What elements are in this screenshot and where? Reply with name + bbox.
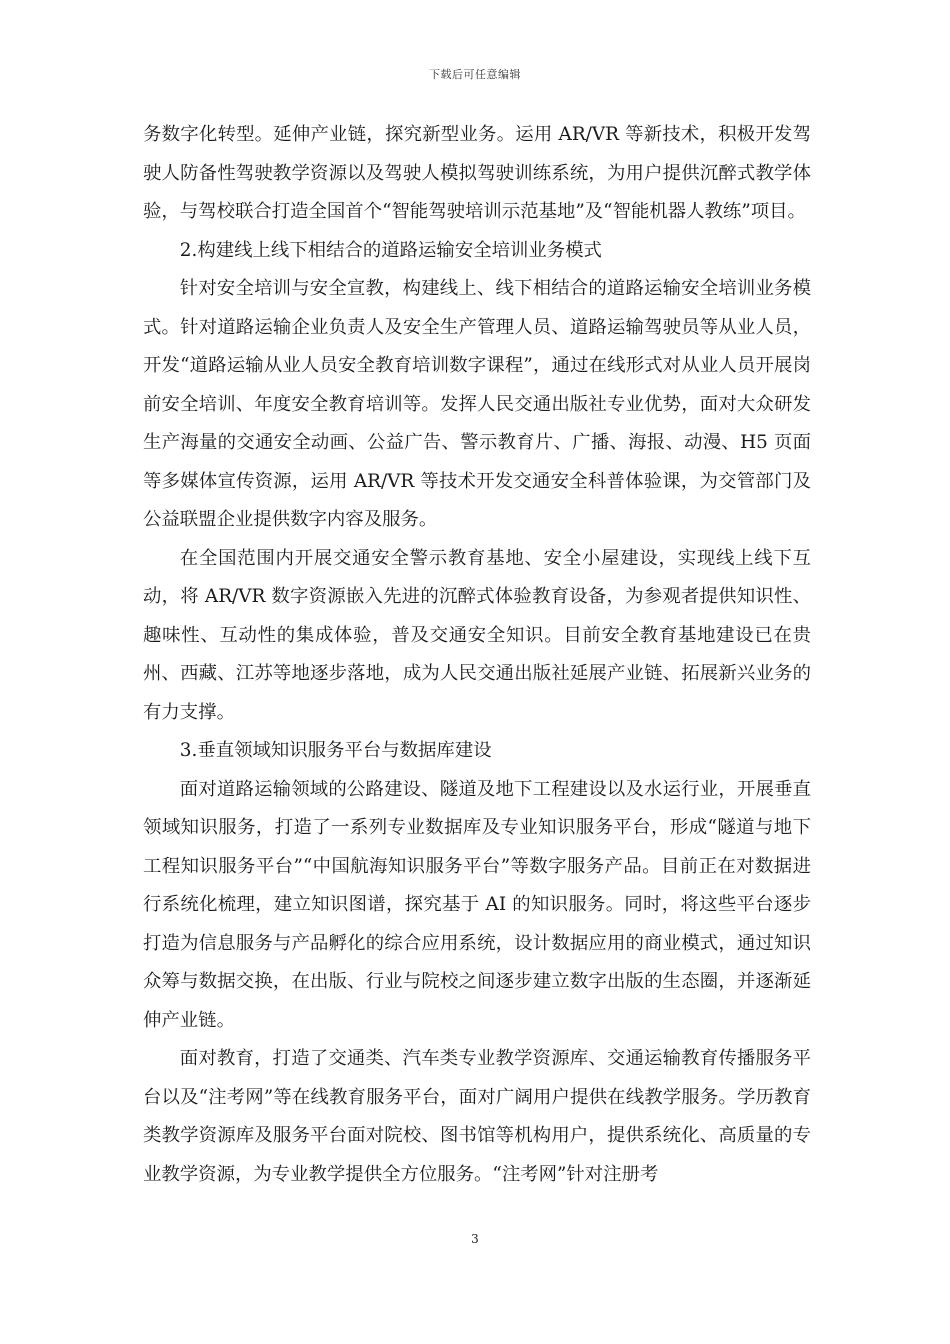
paragraph-4: 在全国范围内开展交通安全警示教育基地、安全小屋建设，实现线上线下互动，将 AR/VR 数字资源嵌入先进的沉醉式体验教育设备，为参观者提供知识性、趣味性、互动性的集成体验，普及交通安全知识。目前安全教育基地建设已在贵州、西藏、江苏等地逐步落地，成为人民交通出版社延展产业链、拓展新兴业务的有力支撑。	[143, 547, 811, 723]
page-number: 3	[471, 1232, 479, 1246]
paragraph-1: 务数字化转型。延伸产业链，探究新型业务。运用 AR/VR 等新技术，积极开发驾驶人防备性驾驶教学资源以及驾驶人模拟驾驶训练系统，为用户提供沉醉式教学体验，与驾校联合打造全国首个“智能驾驶培训示范基地”及“智能机器人教练”项目。	[143, 124, 811, 222]
section-heading-3: 3.垂直领域知识服务平台与数据库建设	[179, 740, 492, 761]
paragraph-7: 面对教育，打造了交通类、汽车类专业教学资源库、交通运输教育传播服务平台以及“注考网”等在线教育服务平台，面对广阔用户提供在线教学服务。学历教育类教学资源库及服务平台面对院校、图书馆等机构用户，提供系统化、高质量的专业教学资源，为专业教学提供全方位服务。“注考网”针对注册考	[143, 1048, 811, 1185]
section-heading-2: 2.构建线上线下相结合的道路运输安全培训业务模式	[179, 239, 602, 261]
paragraph-3: 针对安全培训与安全宣教，构建线上、线下相结合的道路运输安全培训业务模式。针对道路运输企业负责人及安全生产管理人员、道路运输驾驶员等从业人员，开发“道路运输从业人员安全教育培训数字课程”，通过在线形式对从业人员开展岗前安全培训、年度安全教育培训等。发挥人民交通出版社专业优势，面对大众研发生产海量的交通安全动画、公益广告、警示教育片、广播、海报、动漫、H5 页面等多媒体宣传资源，运用 AR/VR 等技术开发交通安全科普体验课，为交管部门及公益联盟企业提供数字内容及服务。	[143, 278, 811, 530]
header-note: 下载后可任意编辑	[429, 68, 521, 81]
paragraph-6: 面对道路运输领域的公路建设、隧道及地下工程建设以及水运行业，开展垂直领域知识服务，打造了一系列专业数据库及专业知识服务平台，形成“隧道与地下工程知识服务平台”“中国航海知识服务平台”等数字服务产品。目前正在对数据进行系统化梳理，建立知识图谱，探究基于 AI 的知识服务。同时，将这些平台逐步打造为信息服务与产品孵化的综合应用系统，设计数据应用的商业模式，通过知识众筹与数据交换，在出版、行业与院校之间逐步建立数字出版的生态圈，并逐渐延伸产业链。	[143, 778, 811, 1031]
document-body	[143, 116, 811, 1194]
